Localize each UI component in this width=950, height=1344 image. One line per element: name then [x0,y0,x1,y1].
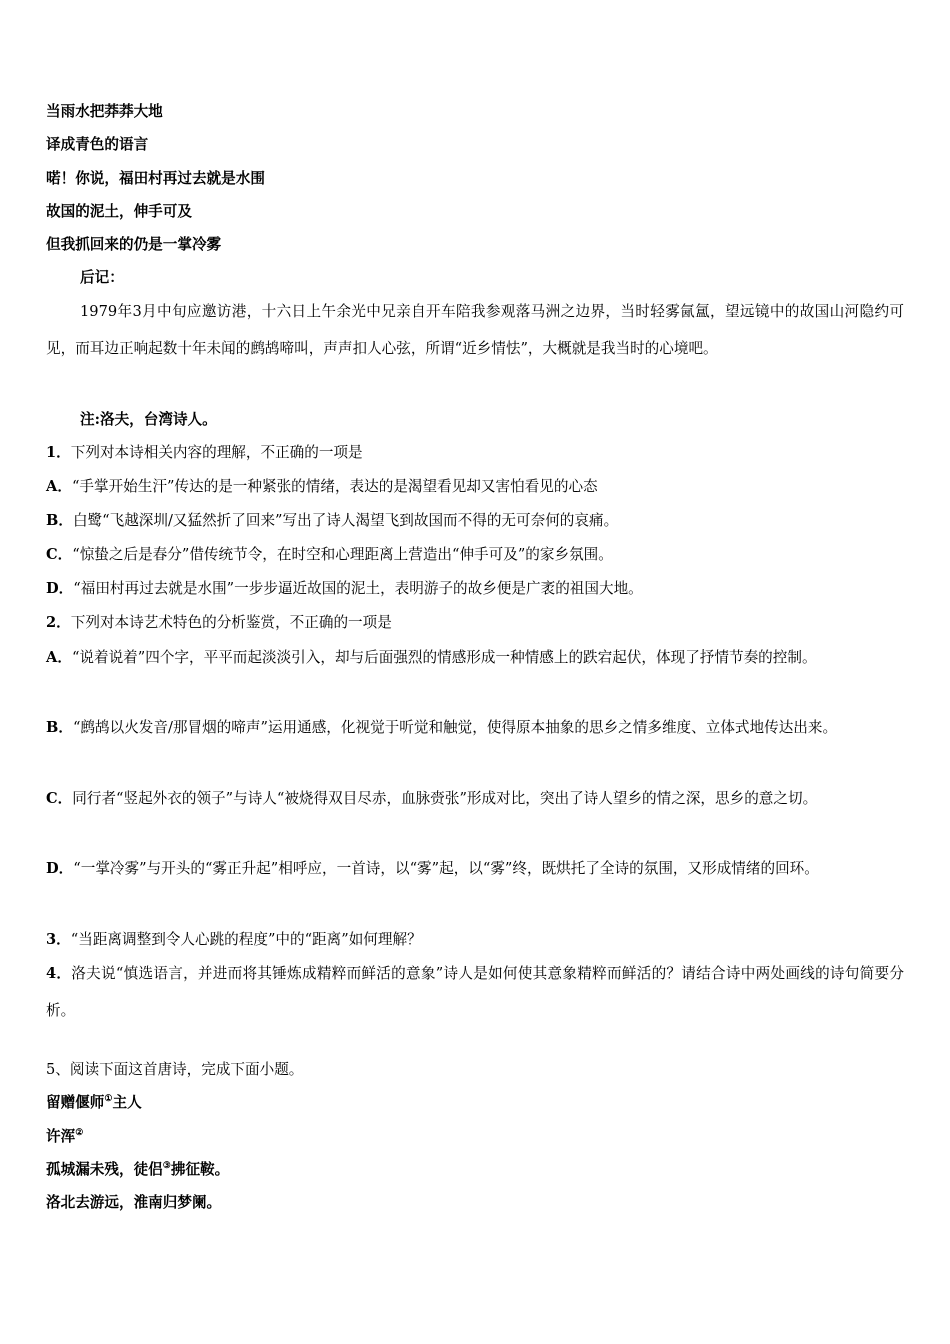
question-2: 2．下列对本诗艺术特色的分析鉴赏，不正确的一项是 [46,614,392,631]
footnote-mark: ① [104,1094,113,1104]
poem-title: 留赠偃师①主人 [46,1094,142,1111]
postscript-label: 后记： [80,269,124,286]
section-5-intro: 5、阅读下面这首唐诗，完成下面小题。 [46,1061,304,1078]
footnote-mark: ② [75,1128,84,1138]
question-3: 3．“当距离调整到令人心跳的程度”中的“距离”如何理解？ [46,931,422,948]
poem-line: 洛北去游远，淮南归梦阑。 [46,1194,222,1211]
q2-option-a: A．“说着说着”四个字，平平而起淡淡引入，却与后面强烈的情感形成一种情感上的跌宕起伏，体现了抒情节奏的控制。 [46,649,817,666]
q1-option-a: A．“手掌开始生汗”传达的是一种紧张的情绪，表达的是渴望看见却又害怕看见的心态 [46,478,598,495]
question-number: 4 [46,965,57,982]
q1-option-c: C．“惊蛰之后是春分”借传统节令，在时空和心理距离上营造出“伸手可及”的家乡氛围。 [46,546,613,563]
q1-option-d: D．“福田村再过去就是水围”一步步逼近故国的泥土，表明游子的故乡便是广袤的祖国大地。 [46,580,643,597]
poem-line: 孤城漏未残，徒侣③拂征鞍。 [46,1161,230,1178]
q2-option-b: B．“鹧鸪以火发音/那冒烟的啼声”运用通感，化视觉于听觉和触觉，使得原本抽象的思乡之情多维度、立体式地传达出来。 [46,719,838,736]
q2-option-d: D．“一掌冷雾”与开头的“雾正升起”相呼应，一首诗，以“雾”起，以“雾”终，既烘托了全诗的氛围，又形成情绪的回环。 [46,860,819,877]
question-stem: 下列对本诗相关内容的理解，不正确的一项是 [70,444,363,461]
question-number: 3 [46,931,57,948]
question-number: 1 [46,444,57,461]
poem-line: 故国的泥土，伸手可及 [46,203,192,220]
question-stem: 洛夫说“慎选语言，并进而将其锤炼成精粹而鲜活的意象”诗人是如何使其意象精粹而鲜活的？请结合诗中两处画线的诗句简要分析。 [46,965,904,1019]
poem-author: 许浑② [46,1128,84,1145]
poem-note: 注:洛夫，台湾诗人。 [80,411,217,428]
q2-option-c: C．同行者“竖起外衣的领子”与诗人“被烧得双目尽赤，血脉赍张”形成对比，突出了诗人望乡的情之深，思乡的意之切。 [46,790,818,807]
question-stem: “当距离调整到令人心跳的程度”中的“距离”如何理解？ [70,931,422,948]
postscript-text: 1979年3月中旬应邀访港，十六日上午余光中兄亲自开车陪我参观落马洲之边界，当时轻雾氤氲，望远镜中的故国山河隐约可见，而耳边正响起数十年未闻的鹧鸪啼叫，声声扣人心弦，所谓“近乡情怯”，大概就是我当时的心境吧。 [46,303,904,357]
question-stem: 下列对本诗艺术特色的分析鉴赏，不正确的一项是 [70,614,392,631]
question-1: 1．下列对本诗相关内容的理解，不正确的一项是 [46,444,363,461]
poem-line: 喏！你说，福田村再过去就是水围 [46,170,265,187]
q1-option-b: B．白鹭“飞越深圳/又猛然折了回来”写出了诗人渴望飞到故国而不得的无可奈何的哀痛。 [46,512,619,529]
poem-line: 但我抓回来的仍是一掌冷雾 [46,236,222,253]
question-4: 4．洛夫说“慎选语言，并进而将其锤炼成精粹而鲜活的意象”诗人是如何使其意象精粹而鲜活的？请结合诗中两处画线的诗句简要分析。 [46,965,904,1019]
footnote-mark: ③ [162,1161,171,1171]
question-number: 2 [46,614,57,631]
poem-line: 译成青色的语言 [46,136,149,153]
poem-line: 当雨水把莽莽大地 [46,103,163,120]
